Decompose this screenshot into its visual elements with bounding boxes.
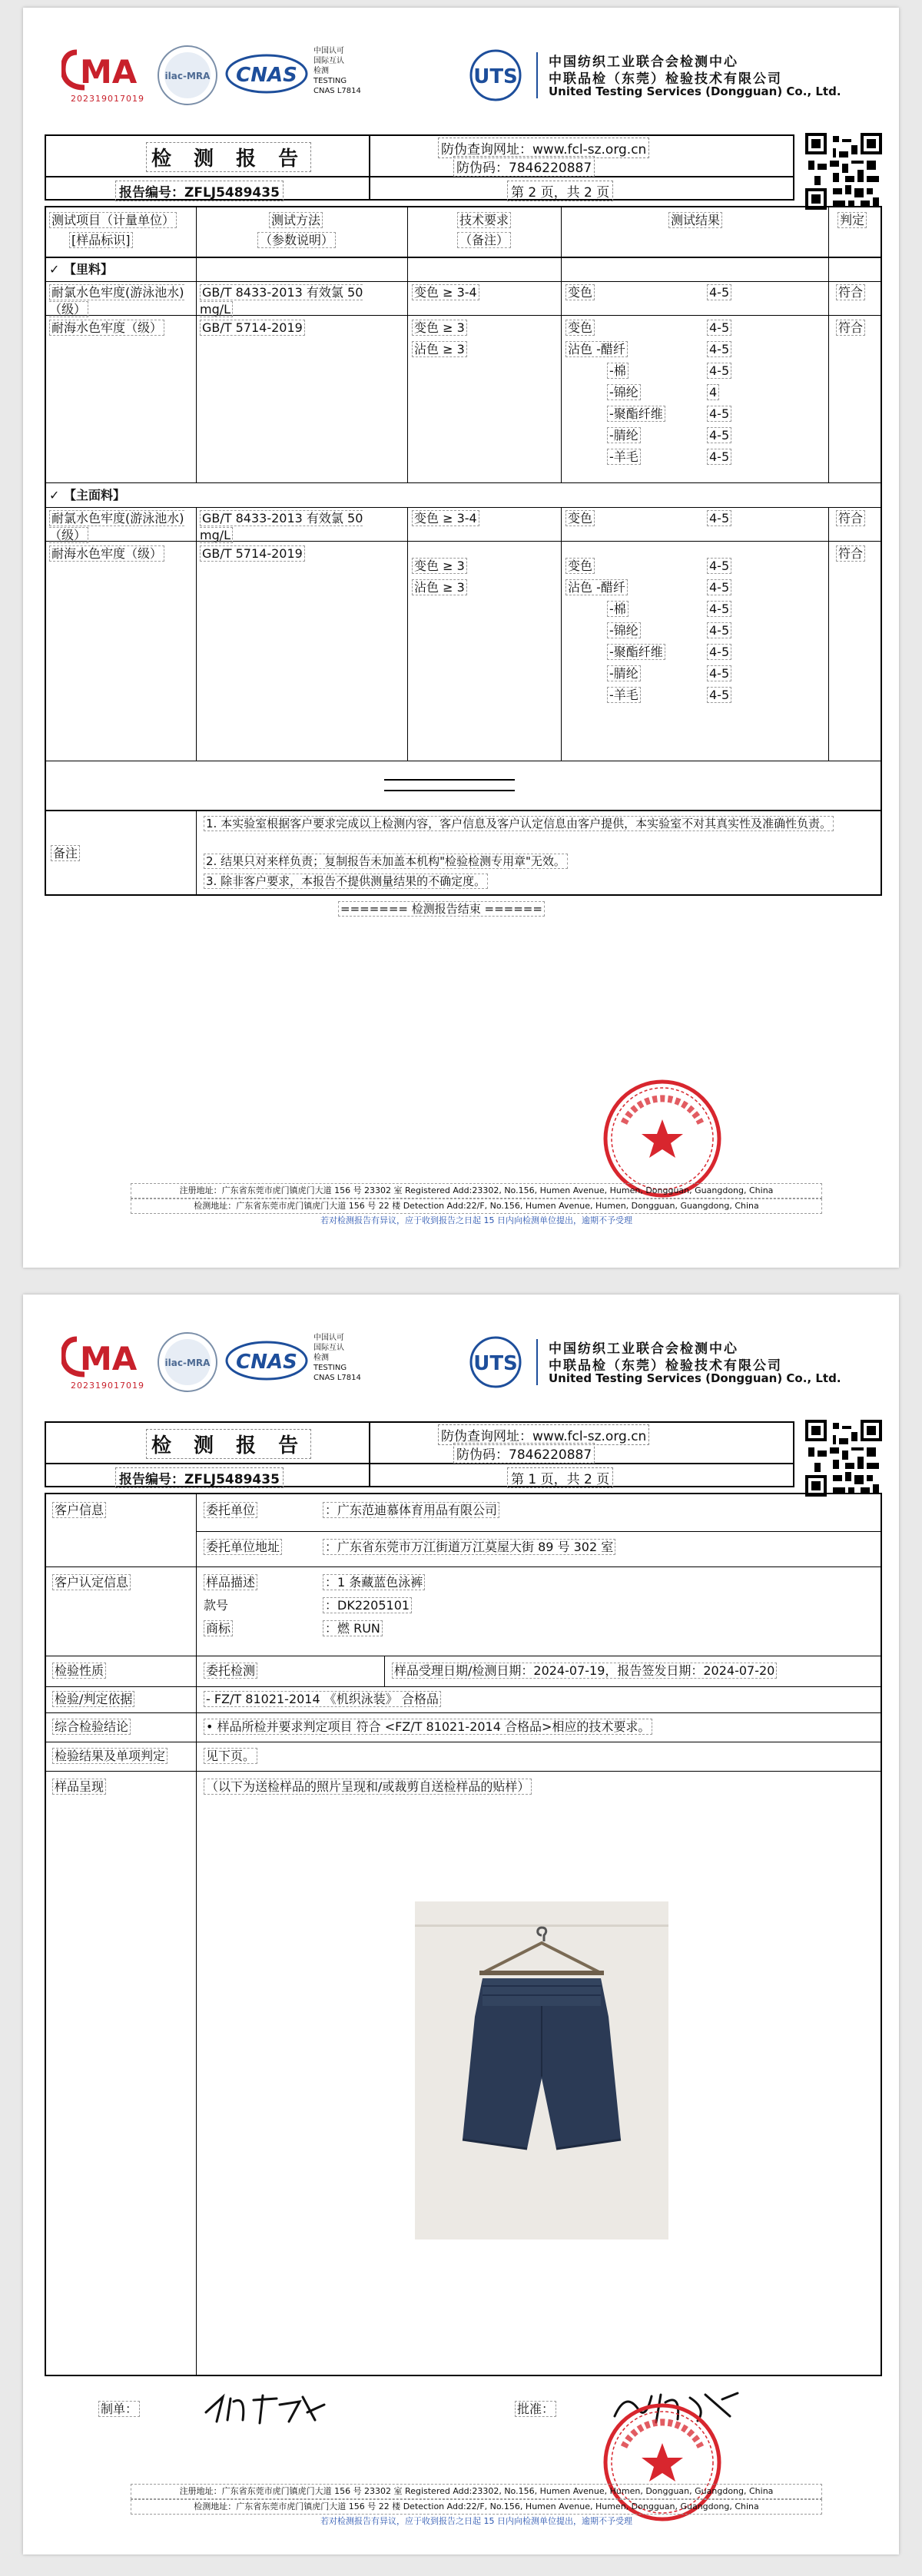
svg-text:UTS: UTS <box>473 65 518 88</box>
result-label: 变色 <box>565 320 595 337</box>
report-number: 报告编号：ZFLJ5489435 <box>115 1467 284 1488</box>
remark-2: 2. 结果只对来样负责；复制报告未加盖本机构"检验检测专用章"无效。 <box>204 853 568 870</box>
row-result-label: 变色 <box>565 284 595 301</box>
client-unit-value: ：广东范迪慕体育用品有限公司 <box>323 1502 499 1519</box>
report-page-2 <box>23 8 899 1268</box>
result-label: -羊毛 <box>607 449 641 466</box>
result-value: 4-5 <box>707 406 731 423</box>
client-confirm-label: 客户认定信息 <box>52 1574 131 1591</box>
dates-value: 样品受理日期/检测日期：2024-07-19，报告签发日期：2024-07-20 <box>392 1663 777 1679</box>
row-method: GB/T 5714-2019 <box>200 545 305 562</box>
cnas-logo-icon <box>224 1338 309 1384</box>
row-method: GB/T 8433-2013 有效氯 50 mg/L <box>200 285 363 317</box>
client-info-label: 客户信息 <box>52 1502 106 1519</box>
row-judge: 符合 <box>836 545 865 562</box>
header-divider <box>536 52 538 98</box>
made-by-label: 制单： <box>98 2401 140 2418</box>
result-value: 4-5 <box>707 601 731 618</box>
client-address-value: ：广东省东莞市万江街道万江莫屋大街 89 号 302 室 <box>323 1539 615 1556</box>
page-header <box>23 1295 899 1402</box>
row-requirement: 变色 ≥ 3-4 <box>412 284 479 301</box>
svg-text:MA: MA <box>80 53 138 91</box>
cma-logo-icon <box>61 45 154 98</box>
remark-3: 3. 除非客户要求，本报告不提供测量结果的不确定度。 <box>204 873 488 890</box>
ilac-mra-logo-icon <box>155 43 220 108</box>
page-indicator: 第 1 页，共 2 页 <box>507 1467 613 1488</box>
row-requirement: 变色 ≥ 3 <box>412 558 467 575</box>
report-number: 报告编号：ZFLJ5489435 <box>115 181 284 201</box>
page-header <box>23 8 899 115</box>
anti-fake-url[interactable]: 防伪查询网址：www.fcl-sz.org.cn <box>438 1424 649 1445</box>
report-title: 检 测 报 告 <box>146 1429 311 1459</box>
sample-presentation-note: （以下为送检样品的照片呈现和/或裁剪自送检样品的贴样） <box>204 1779 532 1795</box>
result-label: 变色 <box>565 558 595 575</box>
result-label: -聚酯纤维 <box>607 644 665 661</box>
anti-fake-url[interactable]: 防伪查询网址：www.fcl-sz.org.cn <box>438 138 649 158</box>
row-judge: 符合 <box>836 320 865 337</box>
end-of-items-mark <box>384 779 515 791</box>
row-item: 耐海水色牢度（级） <box>49 545 192 562</box>
svg-text:MA: MA <box>80 1340 138 1378</box>
row-judge: 符合 <box>836 510 865 527</box>
style-no-label: 款号 <box>204 1598 229 1613</box>
page-indicator: 第 2 页，共 2 页 <box>507 181 613 201</box>
result-label: -聚酯纤维 <box>607 406 665 423</box>
row-result-value: 4-5 <box>707 284 731 301</box>
brand-label: 商标 <box>204 1620 233 1637</box>
result-value: 4-5 <box>707 320 731 337</box>
cma-number: 202319017019 <box>71 94 144 104</box>
official-seal-icon <box>601 1077 724 1200</box>
col-header-method-sub: （参数说明） <box>257 232 336 249</box>
report-page-1 <box>23 1295 899 2554</box>
remarks-label: 备注 <box>51 845 80 862</box>
result-label: -棉 <box>607 601 628 618</box>
style-no-value: ：DK2205101 <box>323 1597 412 1614</box>
nature-value: 委托检测 <box>204 1663 257 1679</box>
row-method: GB/T 8433-2013 有效氯 50 mg/L <box>200 511 363 542</box>
basis-value: - FZ/T 81021-2014 《机织泳装》 合格品 <box>204 1691 441 1708</box>
org-name-en: United Testing Services (Dongguan) Co., Ltd. <box>549 85 841 98</box>
basis-label: 检验/判定依据 <box>52 1691 134 1708</box>
result-value: 4-5 <box>707 558 731 575</box>
results-value: 见下页。 <box>204 1748 257 1765</box>
nature-label: 检验性质 <box>52 1663 106 1679</box>
result-value: 4-5 <box>707 363 731 380</box>
col-header-result: 测试结果 <box>668 212 722 229</box>
header-divider <box>536 1339 538 1385</box>
row-requirement: 沾色 ≥ 3 <box>412 341 467 358</box>
row-item: 耐氯水色牢度(游泳池水)（级） <box>49 511 184 542</box>
uts-logo-icon <box>461 48 530 103</box>
row-result-value: 4-5 <box>707 510 731 527</box>
client-address-label: 委托单位地址 <box>204 1539 282 1556</box>
ilac-mra-logo-icon <box>155 1330 220 1394</box>
result-label: -腈纶 <box>607 427 641 444</box>
col-header-requirement-sub: （备注） <box>457 232 511 249</box>
cnas-caption: 中国认可 国际互认 检测 TESTING CNAS L7814 <box>313 1334 361 1382</box>
result-value: 4 <box>707 384 719 401</box>
result-value: 4-5 <box>707 687 731 704</box>
cnas-caption: 中国认可 国际互认 检测 TESTING CNAS L7814 <box>313 47 361 95</box>
maker-signature-icon <box>200 2389 330 2428</box>
result-label: -锦纶 <box>607 384 641 401</box>
client-unit-label: 委托单位 <box>204 1502 257 1519</box>
result-value: 4-5 <box>707 449 731 466</box>
result-value: 4-5 <box>707 665 731 682</box>
page-footer: 注册地址：广东省东莞市虎门镇虎门大道 156 号 23302 室 Registered Add:23302, No.156, Humen Avenue, Humen, Dongguan, Guangdong, China 检测地址：广东省东莞市虎门镇虎门大道 156 号 22 楼 Detection Add:22/F, No.156, Humen Avenue, Humen, Dongguan, Guangdong, China 若对检测报告有异议，应于收到报告之日起 15 日内向检测单位提出，逾期不予受理 <box>131 1183 822 1228</box>
row-result-label: 变色 <box>565 510 595 527</box>
cnas-logo-icon <box>224 51 309 97</box>
result-label: -腈纶 <box>607 665 641 682</box>
uts-logo-icon <box>461 1334 530 1390</box>
qr-code-icon <box>805 1420 882 1497</box>
result-value: 4-5 <box>707 622 731 639</box>
org-name-cn-1: 中国纺织工业联合会检测中心 <box>549 55 738 70</box>
result-label: 沾色 -醋纤 <box>565 341 628 358</box>
org-name-cn-1: 中国纺织工业联合会检测中心 <box>549 1341 738 1357</box>
result-value: 4-5 <box>707 644 731 661</box>
anti-fake-code: 防伪码：7846220887 <box>453 1443 595 1464</box>
section-title-main-fabric: ✓ 【主面料】 <box>49 488 125 502</box>
result-label: -锦纶 <box>607 622 641 639</box>
result-value: 4-5 <box>707 427 731 444</box>
row-requirement: 变色 ≥ 3-4 <box>412 510 479 527</box>
result-label: -棉 <box>607 363 628 380</box>
col-header-judge: 判定 <box>837 212 867 229</box>
col-header-requirement: 技术要求 <box>457 212 511 229</box>
org-name-cn-2: 中联品检（东莞）检验技术有限公司 <box>549 1358 782 1374</box>
approve-label: 批准： <box>515 2401 556 2418</box>
conclusion-label: 综合检验结论 <box>52 1719 131 1736</box>
conclusion-value: • 样品所检并要求判定项目 符合 <FZ/T 81021-2014 合格品>相应的技术要求。 <box>204 1719 652 1736</box>
row-item: 耐氯水色牢度(游泳池水)（级） <box>49 285 184 317</box>
sample-photo <box>415 1901 668 2239</box>
page-footer: 注册地址：广东省东莞市虎门镇虎门大道 156 号 23302 室 Registered Add:23302, No.156, Humen Avenue, Humen, Dongguan, Guangdong, China 检测地址：广东省东莞市虎门镇虎门大道 156 号 22 楼 Detection Add:22/F, No.156, Humen Avenue, Humen, Dongguan, Guangdong, China 若对检测报告有异议，应于收到报告之日起 15 日内向检测单位提出，逾期不予受理 <box>131 2484 822 2528</box>
cma-logo-icon <box>61 1331 154 1385</box>
result-label: -羊毛 <box>607 687 641 704</box>
svg-text:CNAS: CNAS <box>236 64 297 87</box>
result-value: 4-5 <box>707 341 731 358</box>
org-name-cn-2: 中联品检（东莞）检验技术有限公司 <box>549 71 782 87</box>
qr-code-icon <box>805 133 882 210</box>
results-table <box>45 206 882 896</box>
col-header-item: 测试项目（计量单位） <box>49 212 177 229</box>
results-label: 检验结果及单项判定 <box>52 1748 167 1765</box>
title-block <box>45 134 794 201</box>
col-header-item-sub: [样品标识] <box>69 232 133 249</box>
svg-text:ilac-MRA: ilac-MRA <box>164 1358 211 1368</box>
title-block <box>45 1421 794 1487</box>
anti-fake-code: 防伪码：7846220887 <box>453 156 595 177</box>
report-end-text: ======= 检测报告结束 ====== <box>338 900 545 917</box>
row-judge: 符合 <box>836 284 865 301</box>
row-item: 耐海水色牢度（级） <box>49 320 192 337</box>
svg-text:UTS: UTS <box>473 1352 518 1375</box>
section-title-lining: ✓ 【里料】 <box>49 262 113 277</box>
svg-text:CNAS: CNAS <box>236 1351 297 1374</box>
sample-desc-label: 样品描述 <box>204 1574 257 1591</box>
org-name-en: United Testing Services (Dongguan) Co., Ltd. <box>549 1371 841 1385</box>
sample-desc-value: ：1 条藏蓝色泳裤 <box>323 1574 425 1591</box>
row-requirement: 变色 ≥ 3 <box>412 320 467 337</box>
result-label: 沾色 -醋纤 <box>565 579 628 596</box>
svg-text:ilac-MRA: ilac-MRA <box>164 71 211 81</box>
brand-value: ：燃 RUN <box>323 1620 383 1637</box>
row-method: GB/T 5714-2019 <box>200 320 305 337</box>
sample-presentation-label: 样品呈现 <box>52 1779 106 1795</box>
row-requirement: 沾色 ≥ 3 <box>412 579 467 596</box>
result-value: 4-5 <box>707 579 731 596</box>
col-header-method: 测试方法 <box>269 212 323 229</box>
remark-1: 1. 本实验室根据客户要求完成以上检测内容，客户信息及客户认定信息由客户提供，本实验室不对其真实性及准确性负责。 <box>204 814 876 833</box>
report-title: 检 测 报 告 <box>146 142 311 172</box>
cma-number: 202319017019 <box>71 1381 144 1391</box>
